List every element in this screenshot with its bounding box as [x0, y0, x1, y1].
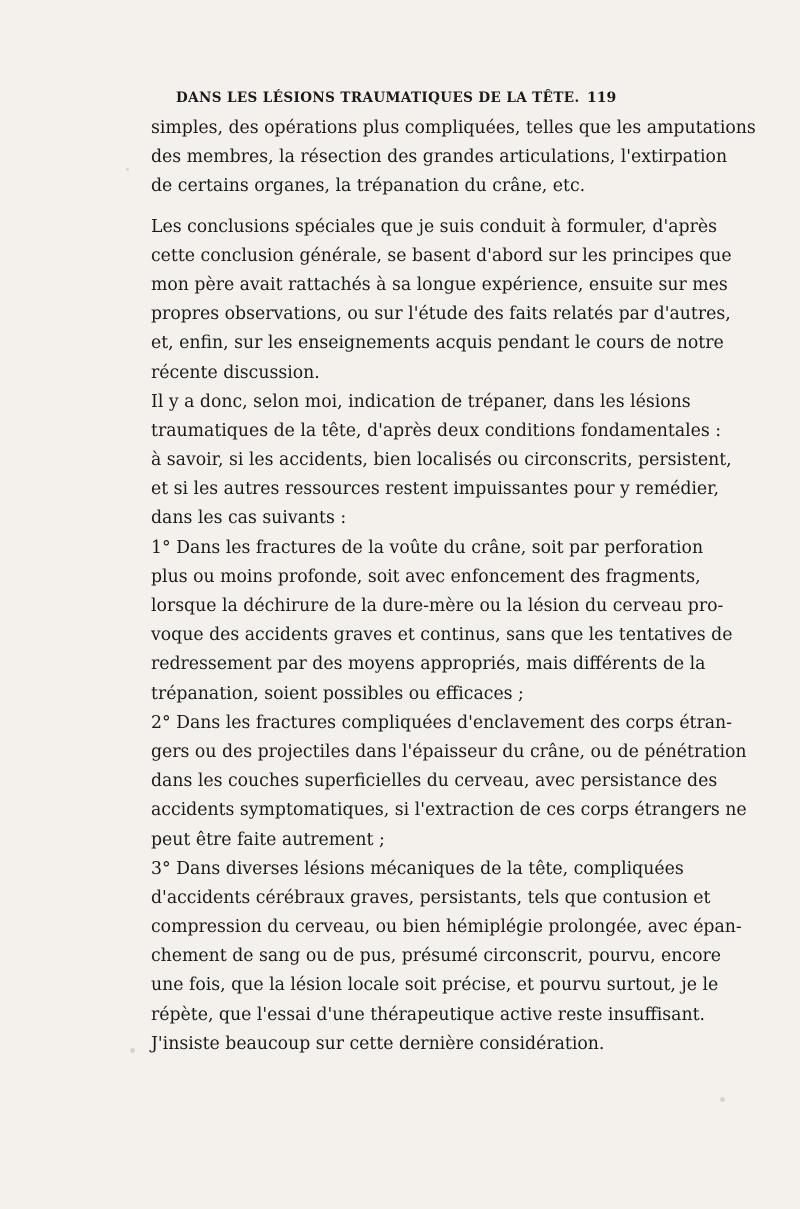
- text-line: des membres, la résection des grandes articulations, l'extirpation: [151, 147, 728, 168]
- text-line: peut être faite autrement ;: [151, 829, 385, 850]
- text-line: voque des accidents graves et continus, sans que les tentatives de: [151, 625, 733, 646]
- running-head: [0, 90, 800, 110]
- paragraph-conclusions: [151, 213, 732, 388]
- text-line: gers ou des projectiles dans l'épaisseur du crâne, ou de pénétration: [151, 741, 747, 762]
- text-line: et, enfin, sur les enseignements acquis pendant le cours de notre: [151, 333, 724, 354]
- text-line: dans les couches superficielles du cerveau, avec persistance des: [151, 771, 718, 792]
- paragraph-indication: [151, 388, 732, 534]
- text-line: J'insiste beaucoup sur cette dernière considération.: [151, 1033, 605, 1054]
- text-line: compression du cerveau, ou bien hémiplégie prolongée, avec épan-: [151, 917, 742, 938]
- running-title: DANS LES LÉSIONS TRAUMATIQUES DE LA TÊTE.: [176, 90, 580, 106]
- paragraph-continuation: [151, 114, 756, 202]
- paper-spot: [126, 168, 129, 171]
- text-line: et si les autres ressources restent impuissantes pour y remédier,: [151, 479, 719, 500]
- text-line: plus ou moins profonde, soit avec enfoncement des fragments,: [151, 566, 701, 587]
- text-line: 3° Dans diverses lésions mécaniques de la tête, compliquées: [151, 858, 684, 879]
- text-line: d'accidents cérébraux graves, persistants, tels que contusion et: [151, 887, 711, 908]
- text-line: 2° Dans les fractures compliquées d'enclavement des corps étran-: [151, 712, 733, 733]
- body-text: [151, 114, 756, 1059]
- text-line: simples, des opérations plus compliquées, telles que les amputations: [151, 118, 756, 138]
- text-line: chement de sang ou de pus, présumé circonscrit, pourvu, encore: [151, 946, 721, 967]
- paragraph-case-2: [151, 709, 747, 855]
- text-line: Les conclusions spéciales que je suis conduit à formuler, d'après: [151, 216, 717, 237]
- text-line: une fois, que la lésion locale soit précise, et pourvu surtout, je le: [151, 975, 719, 996]
- text-line: redressement par des moyens appropriés, mais différents de la: [151, 654, 706, 675]
- text-line: 1° Dans les fractures de la voûte du crâne, soit par perforation: [151, 537, 704, 558]
- text-line: cette conclusion générale, se basent d'abord sur les principes que: [151, 245, 732, 266]
- text-line: Il y a donc, selon moi, indication de trépaner, dans les lésions: [151, 391, 691, 412]
- paper-spot: [130, 1048, 135, 1053]
- text-line: trépanation, soient possibles ou efficaces ;: [151, 683, 524, 704]
- page-number: 119: [587, 90, 617, 106]
- text-line: accidents symptomatiques, si l'extraction de ces corps étrangers ne: [151, 800, 747, 821]
- text-line: dans les cas suivants :: [151, 508, 347, 529]
- text-line: propres observations, ou sur l'étude des faits relatés par d'autres,: [151, 304, 731, 325]
- text-line: à savoir, si les accidents, bien localisés ou circonscrits, persistent,: [151, 450, 732, 471]
- text-line: traumatiques de la tête, d'après deux conditions fondamentales :: [151, 420, 722, 441]
- text-line: mon père avait rattachés à sa longue expérience, ensuite sur mes: [151, 274, 728, 295]
- paragraph-case-3: [151, 855, 742, 1059]
- paragraph-gap: [151, 202, 617, 213]
- text-line: répète, que l'essai d'une thérapeutique active reste insuffisant.: [151, 1004, 706, 1025]
- text-line: récente discussion.: [151, 362, 320, 383]
- paragraph-case-1: [151, 534, 733, 709]
- paper-spot: [720, 1097, 725, 1102]
- text-line: de certains organes, la trépanation du crâne, etc.: [151, 176, 586, 197]
- text-line: lorsque la déchirure de la dure-mère ou la lésion du cerveau pro-: [151, 596, 724, 616]
